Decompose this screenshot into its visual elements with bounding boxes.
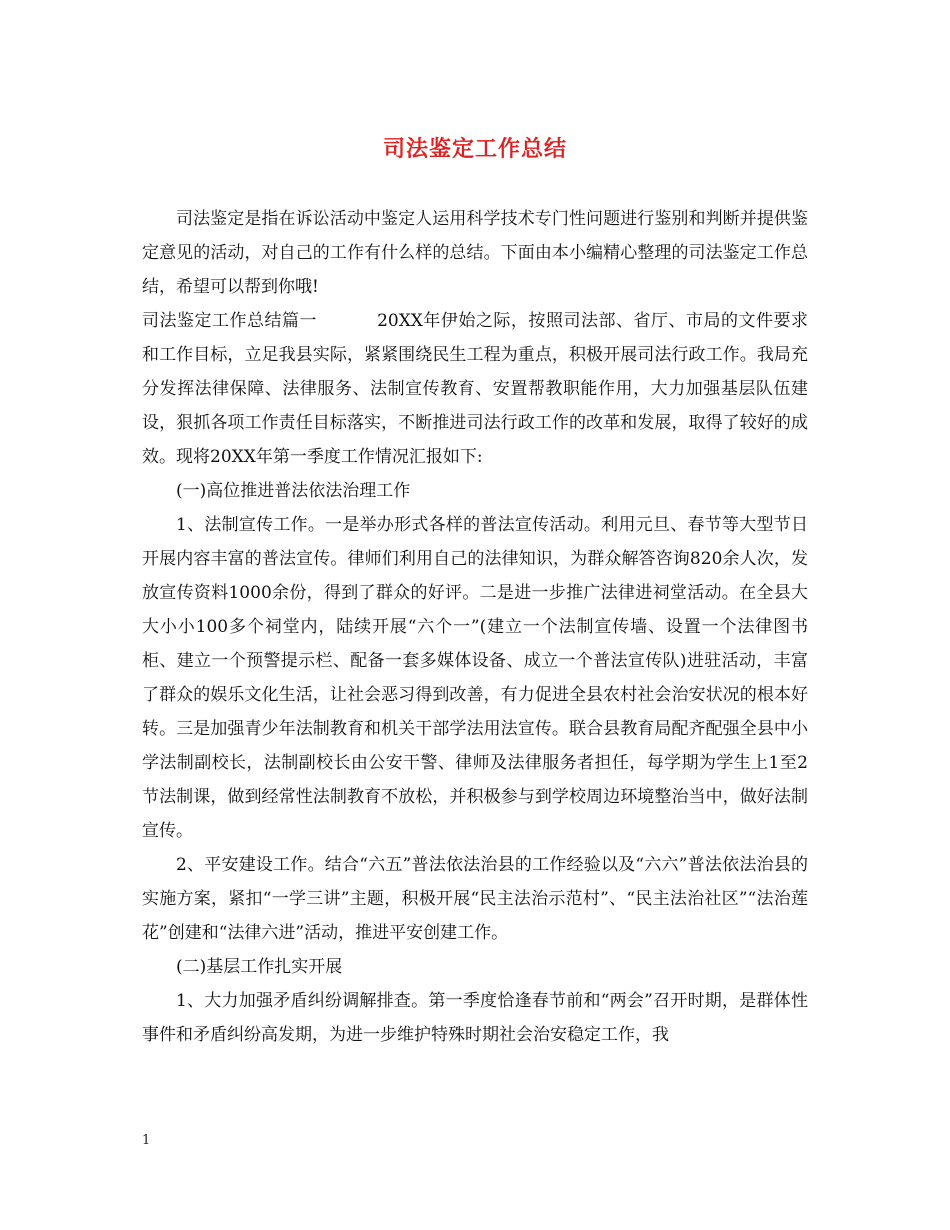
section-label: 司法鉴定工作总结篇一 xyxy=(142,311,318,331)
heading-1: (一)高位推进普法依法治理工作 xyxy=(176,481,411,501)
page-number: 1 xyxy=(142,1133,151,1148)
section-paragraph xyxy=(142,304,808,474)
intro-paragraph: 司法鉴定是指在诉讼活动中鉴定人运用科学技术专门性问题进行鉴别和判断并提供鉴定意见的活动，对自己的工作有什么样的总结。下面由本小编精心整理的司法鉴定工作总结，希望可以帮到你哦! xyxy=(142,209,808,297)
document-body xyxy=(142,202,808,1052)
heading-2: (二)基层工作扎实开展 xyxy=(176,957,343,977)
paragraph-3: 1、大力加强矛盾纠纷调解排查。第一季度恰逢春节前和“两会”召开时期，是群体性事件和矛盾纠纷高发期，为进一步维护特殊时期社会治安稳定工作，我 xyxy=(142,991,808,1045)
paragraph-2: 2、平安建设工作。结合“六五”普法依法治县的工作经验以及“六六”普法依法治县的实施方案，紧扣“一学三讲”主题，积极开展“民主法治示范村”、“民主法治社区”“法治莲花”创建和“法律六进”活动，推进平安创建工作。 xyxy=(142,855,808,943)
document-title: 司法鉴定工作总结 xyxy=(382,137,567,162)
section-body: 20XX年伊始之际，按照司法部、省厅、市局的文件要求和工作目标，立足我县实际，紧紧围绕民生工程为重点，积极开展司法行政工作。我局充分发挥法律保障、法律服务、法制宣传教育、安置帮教职能作用，大力加强基层队伍建设，狠抓各项工作责任目标落实，不断推进司法行政工作的改革和发展，取得了较好的成效。现将20XX年第一季度工作情况汇报如下: xyxy=(142,311,809,467)
paragraph-1: 1、法制宣传工作。一是举办形式各样的普法宣传活动。利用元旦、春节等大型节日开展内容丰富的普法宣传。律师们利用自己的法律知识，为群众解答咨询820余人次，发放宣传资料1000余份，得到了群众的好评。二是进一步推广法律进祠堂活动。在全县大大小小100多个祠堂内，陆续开展“六个一”(建立一个法制宣传墙、设置一个法律图书柜、建立一个预警提示栏、配备一套多媒体设备、成立一个普法宣传队)进驻活动，丰富了群众的娱乐文化生活，让社会恶习得到改善，有力促进全县农村社会治安状况的根本好转。三是加强青少年法制教育和机关干部学法用法宣传。联合县教育局配齐配强全县中小学法制副校长，法制副校长由公安干警、律师及法律服务者担任，每学期为学生上1至2节法制课，做到经常性法制教育不放松，并积极参与到学校周边环境整治当中，做好法制宣传。 xyxy=(142,515,808,841)
